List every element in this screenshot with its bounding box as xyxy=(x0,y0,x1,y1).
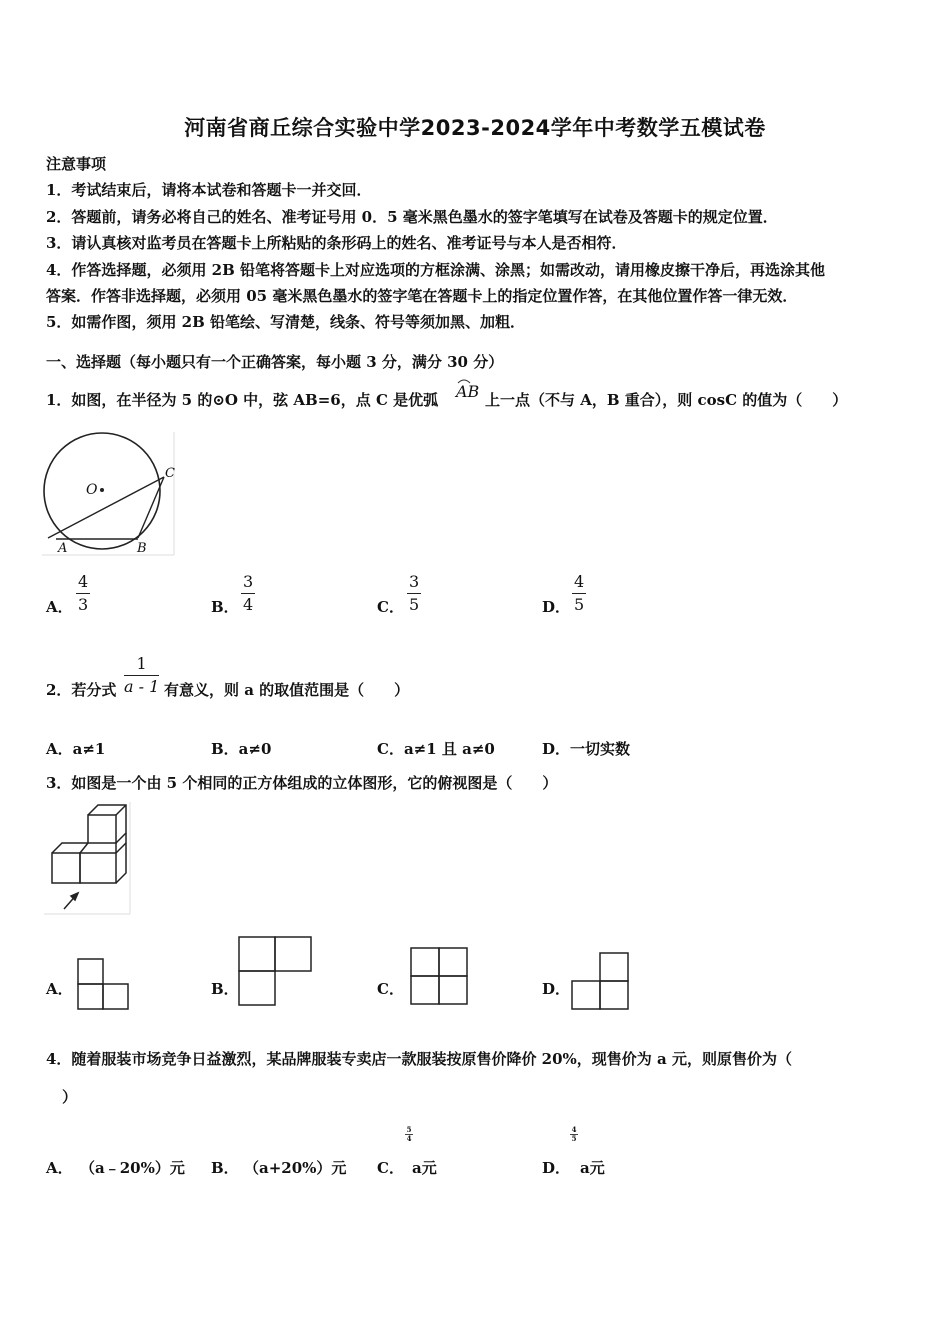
notes-item: 答案．作答非选择题，必须用 05 毫米黑色墨水的签字笔在答题卡上的指定位置作答，在其他位置作答一律无效． xyxy=(46,287,798,306)
center-dot xyxy=(100,488,104,492)
section-heading: 一、选择题（每小题只有一个正确答案，每小题 3 分，满分 30 分） xyxy=(46,353,504,371)
q3-text: 3．如图是一个由 5 个相同的正方体组成的立体图形，它的俯视图是（ ） xyxy=(46,774,558,792)
q4-option-b-text: （a+20%）元 xyxy=(244,1159,347,1177)
q2-option-b[interactable]: B．a≠0 xyxy=(211,740,272,758)
q1-option-a-letter[interactable]: A． xyxy=(46,598,73,616)
chord-bc xyxy=(138,477,164,538)
notes-item: 3．请认真核对监考员在答题卡上所粘贴的条形码上的姓名、准考证号与本人是否相符． xyxy=(46,234,627,253)
q3-option-a-letter[interactable]: A． xyxy=(46,980,73,998)
q4-option-a-text: （a﹣20%）元 xyxy=(80,1159,185,1177)
notes-block xyxy=(46,151,906,336)
q1-arc-label: AB xyxy=(456,382,480,401)
notes-item: 5．如需作图，须用 2B 铅笔绘、写清楚，线条、符号等须加黑、加粗． xyxy=(46,313,525,332)
q4-option-d-text: a元 xyxy=(580,1159,605,1177)
q2-fraction: $\frac{1}{a - 1}$ xyxy=(124,654,160,696)
q1-option-b-fraction: $\frac{3}{4}$ xyxy=(243,572,254,614)
q4-option-d-letter[interactable]: D． xyxy=(542,1159,571,1177)
q1-option-a-fraction: $\frac{4}{3}$ xyxy=(78,572,89,614)
q2-text-after: 有意义，则 a 的取值范围是（ ） xyxy=(164,681,410,699)
q4-option-c-fraction: 5 4 xyxy=(406,1125,412,1143)
label-c: C xyxy=(165,466,175,481)
q2-option-a[interactable]: A．a≠1 xyxy=(46,740,106,758)
q3-option-c-figure xyxy=(407,944,473,1008)
q4-option-c-letter[interactable]: C． xyxy=(377,1159,404,1177)
q3-cube-figure xyxy=(44,802,134,917)
arc-mark-icon xyxy=(458,377,470,383)
label-b: B xyxy=(137,541,147,556)
q3-option-b-figure xyxy=(238,936,314,1008)
q4-text-line1: 4．随着服装市场竞争日益激烈，某品牌服装专卖店一款服装按原售价降价 20%，现售价为 a 元，则原售价为（ xyxy=(46,1050,792,1068)
label-a: A xyxy=(58,541,68,556)
q2-option-d[interactable]: D．一切实数 xyxy=(542,740,631,758)
q4-option-c-text: a元 xyxy=(412,1159,437,1177)
q1-option-b-letter[interactable]: B． xyxy=(211,598,239,616)
q3-option-d-letter[interactable]: D． xyxy=(542,980,571,998)
notes-item: 2．答题前，请务必将自己的姓名、准考证号用 0．5 毫米黑色墨水的签字笔填写在试卷及答题卡的规定位置． xyxy=(46,207,778,226)
q3-option-c-letter[interactable]: C． xyxy=(377,980,404,998)
q1-option-d-letter[interactable]: D． xyxy=(542,598,571,616)
notes-item: 4．作答选择题，必须用 2B 铅笔将答题卡上对应选项的方框涂满、涂黑；如需改动，请用橡皮擦干净后，再选涂其他 xyxy=(46,260,826,279)
notes-heading: 注意事项 xyxy=(46,155,107,173)
q4-option-b-letter[interactable]: B． xyxy=(211,1159,239,1177)
q3-option-a-figure xyxy=(77,958,131,1010)
q4-text-line2: ） xyxy=(62,1088,78,1106)
q1-option-d-fraction: $\frac{4}{5}$ xyxy=(574,572,585,614)
q3-option-d-figure xyxy=(570,952,632,1010)
q3-option-b-letter[interactable]: B． xyxy=(211,980,239,998)
label-o: O xyxy=(86,482,98,498)
q4-option-d-fraction: 4 5 xyxy=(571,1125,577,1143)
q1-option-c-letter[interactable]: C． xyxy=(377,598,404,616)
q1-text-after: 上一点（不与 A，B 重合），则 cosC 的值为（ ） xyxy=(485,391,848,409)
notes-item: 1．考试结束后，请将本试卷和答题卡一并交回． xyxy=(46,181,372,200)
page-title: 河南省商丘综合实验中学2023-2024学年中考数学五模试卷 xyxy=(184,116,766,140)
q1-option-c-fraction: $\frac{3}{5}$ xyxy=(409,572,420,614)
q1-text-before: 1．如图，在半径为 5 的⊙O 中，弦 AB=6，点 C 是优弧 xyxy=(46,391,439,409)
q4-option-a-letter[interactable]: A． xyxy=(46,1159,73,1177)
q2-option-c[interactable]: C．a≠1 且 a≠0 xyxy=(377,740,495,758)
q2-text-before: 2．若分式 xyxy=(46,681,117,699)
